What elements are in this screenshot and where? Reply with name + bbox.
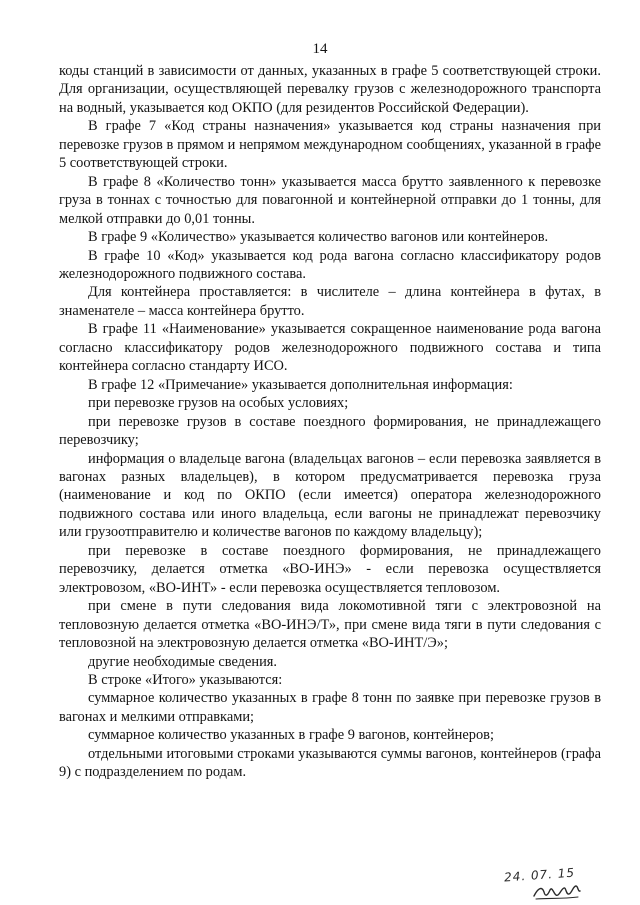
paragraph: при смене в пути следования вида локомотивной тяги с электровозной на тепловозную делается отметка «ВО-ИНЭ/Т», при смене вида тяги в пути следования с тепловозной на электровозную делается отметка «ВО-ИНТ/Э»; <box>59 598 601 652</box>
document-body <box>59 62 601 782</box>
paragraph: В графе 7 «Код страны назначения» указывается код страны назначения при перевозке грузов в прямом и непрямом международном сообщениях, указанной в графе 5 соответствующей строки. <box>59 118 601 172</box>
paragraph: отдельными итоговыми строками указываются суммы вагонов, контейнеров (графа 9) с подразделением по родам. <box>59 745 601 781</box>
paragraph: В графе 11 «Наименование» указывается сокращенное наименование рода вагона согласно классификатору родов железнодорожного подвижного состава и типа контейнера согласно стандарту ИСО. <box>59 321 601 375</box>
paragraph: при перевозке грузов на особых условиях; <box>88 395 349 412</box>
paragraph: В строке «Итого» указываются: <box>88 671 283 688</box>
paragraph: суммарное количество указанных в графе 8 тонн по заявке при перевозке грузов в вагонах и мелкими отправками; <box>59 690 601 725</box>
paragraph: коды станций в зависимости от данных, указанных в графе 5 соответствующей строки. Для организации, осуществляющей перевалку грузов с железнодорожного транспорта на водный, указывается код ОКПО (для резидентов Российской Федерации). <box>59 63 601 116</box>
handwritten-date: 24. 07. 15 <box>503 865 576 885</box>
paragraph: В графе 10 «Код» указывается код рода вагона согласно классификатору родов железнодорожного подвижного состава. <box>59 247 601 282</box>
paragraph: суммарное количество указанных в графе 9 вагонов, контейнеров; <box>88 727 494 744</box>
paragraph: другие необходимые сведения. <box>88 653 278 670</box>
paragraph: В графе 12 «Примечание» указывается дополнительная информация: <box>88 376 513 393</box>
paragraph: В графе 8 «Количество тонн» указывается масса брутто заявленного к перевозке груза в тоннах с точностью для повагонной и контейнерной отправки до 1 тонны, для мелкой отправки до 0,01 тонны. <box>59 173 601 227</box>
paragraph: Для контейнера проставляется: в числителе – длина контейнера в футах, в знаменателе – масса контейнера брутто. <box>59 284 601 319</box>
paragraph: информация о владельце вагона (владельцах вагонов – если перевозка заявляется в вагонах разных владельцев), в котором предусматривается перевозка груза (наименование и код по ОКПО (если имеется) оператора железнодорожного подвижного состава или иного владельца, если вагоны не принадлежат перевозчику или грузоотправителю и количестве вагонов по каждому владельцу); <box>59 450 601 541</box>
signature-icon <box>532 880 584 902</box>
handwritten-stamp <box>496 866 596 902</box>
paragraph: при перевозке в составе поездного формирования, не принадлежащего перевозчику, делается отметка «ВО-ИНЭ» - если перевозка осуществляется электровозом, «ВО-ИНТ» - если перевозка осуществляется тепловозом. <box>59 542 601 596</box>
paragraph: при перевозке грузов в составе поездного формирования, не принадлежащего перевозчику; <box>59 413 601 449</box>
paragraph: В графе 9 «Количество» указывается количество вагонов или контейнеров. <box>88 229 549 246</box>
page-number: 14 <box>312 41 328 57</box>
